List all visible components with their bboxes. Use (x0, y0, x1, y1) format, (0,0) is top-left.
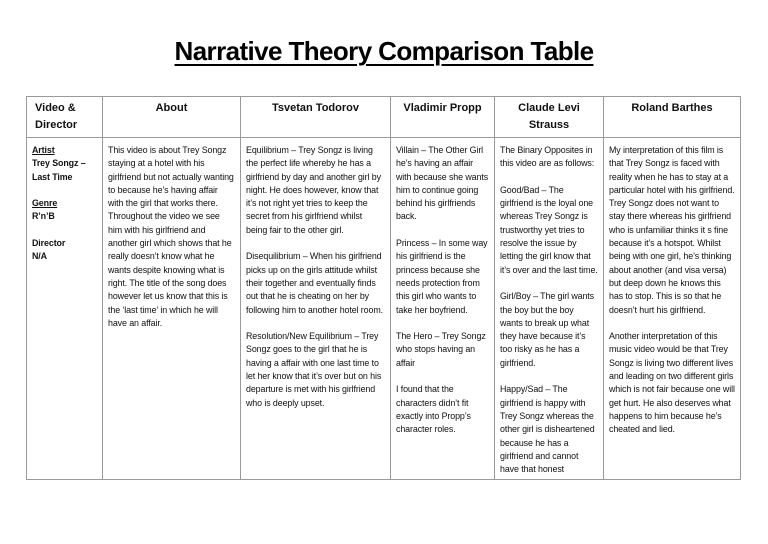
director-label: Director (32, 238, 66, 249)
header-row (27, 97, 741, 138)
propp-villain: Villain – The Other Girl he’s having an affair with because she wants him to continue going behind his girlfriends back. (396, 145, 489, 222)
header-todorov: Tsvetan Todorov (241, 97, 391, 138)
director-value: N/A (32, 251, 47, 262)
propp-conclusion: I found that the characters didn’t fit exactly into Propp’s character roles. (396, 384, 471, 435)
genre-label: Genre (32, 198, 58, 209)
header-levi-strauss: Claude Levi Strauss (495, 97, 604, 138)
page-title: Narrative Theory Comparison Table (174, 36, 594, 66)
header-about: About (103, 97, 241, 138)
cell-todorov (241, 138, 391, 480)
about-text: This video is about Trey Songz staying at a hotel with his girlfriend but not actually wanting to because he’s having affair with the girl that works there. Throughout the video we see him with his girlfriend and another girl which shows that he really doesn’t know what he wants despite knowing what is right. The title of the song does however let us know that this is the ‘last time’ in which he will have an affair. (108, 145, 234, 328)
cell-levi-strauss (495, 138, 604, 480)
header-barthes: Roland Barthes (604, 97, 741, 138)
cell-video-director (27, 138, 103, 480)
propp-hero: The Hero – Trey Songz who stops having an affair (396, 331, 486, 368)
header-video-director: Video & Director (27, 97, 103, 138)
artist-value: Trey Songz – Last Time (32, 158, 86, 182)
levi-strauss-girl-boy: Girl/Boy – The girl wants the boy but the boy wants to break up what they have because it’s too risky as he has a girlfriend. (500, 291, 595, 368)
levi-strauss-good-bad: Good/Bad – The girlfriend is the loyal one whereas Trey Songz is trustworthy yet tries to resolve the issue by letting the girl know that it’s over and the last time. (500, 184, 598, 275)
cell-barthes (604, 138, 741, 480)
header-propp: Vladimir Propp (391, 97, 495, 138)
todorov-disequilibrium: Disequilibrium – When his girlfriend picks up on the girls attitude whilst their together and eventually finds out that he is cheating on her by following him to another hotel room. (246, 251, 383, 315)
propp-princess: Princess – In some way his girlfriend is the princess because she needs protection from this girl who wants to take her boyfriend. (396, 238, 488, 315)
levi-strauss-happy-sad: Happy/Sad – The girlfriend is happy with Trey Songz whereas the other girl is disheartened because he has a girlfriend and cannot have that honest (500, 384, 595, 475)
todorov-resolution: Resolution/New Equilibrium – Trey Songz goes to the girl that he is having a affair with one last time to let her know that it’s over but on his departure is met with his girlfriend who is deeply upset. (246, 331, 382, 408)
artist-block (32, 144, 97, 184)
artist-label: Artist (32, 145, 55, 155)
cell-about (103, 138, 241, 480)
table-row (27, 138, 741, 480)
levi-strauss-intro: The Binary Opposites in this video are as follows: (500, 145, 595, 169)
genre-block (32, 197, 97, 224)
barthes-interpretation-2: Another interpretation of this music video would be that Trey Songz is living two different lives and leading on two different girls which is not fair because one will get hurt. He also deserves what happens to him because he’s cheated and lied. (609, 331, 735, 435)
genre-value: R’n’B (32, 211, 55, 222)
comparison-table (26, 96, 741, 480)
director-block (32, 237, 97, 264)
cell-propp (391, 138, 495, 480)
barthes-interpretation-1: My interpretation of this film is that Trey Songz is faced with reality when he has to stay at a particular hotel with his girlfriend. Trey Songz does not want to stay there whereas his girlfriend who is unfamiliar thinks it s fine because it’s a hotspot. Whilst being with one girl, he’s thinking about another (and visa versa) but deep down he knows this has to stop. This is so that he doesn’t hurt his girlfriend. (609, 145, 735, 315)
todorov-equilibrium: Equilibrium – Trey Songz is living the perfect life whereby he has a girlfriend by day and another girl by night. He does however, know that it’s not right yet tries to keep the secret from his girlfriend whilst being fair to the other girl. (246, 145, 381, 235)
